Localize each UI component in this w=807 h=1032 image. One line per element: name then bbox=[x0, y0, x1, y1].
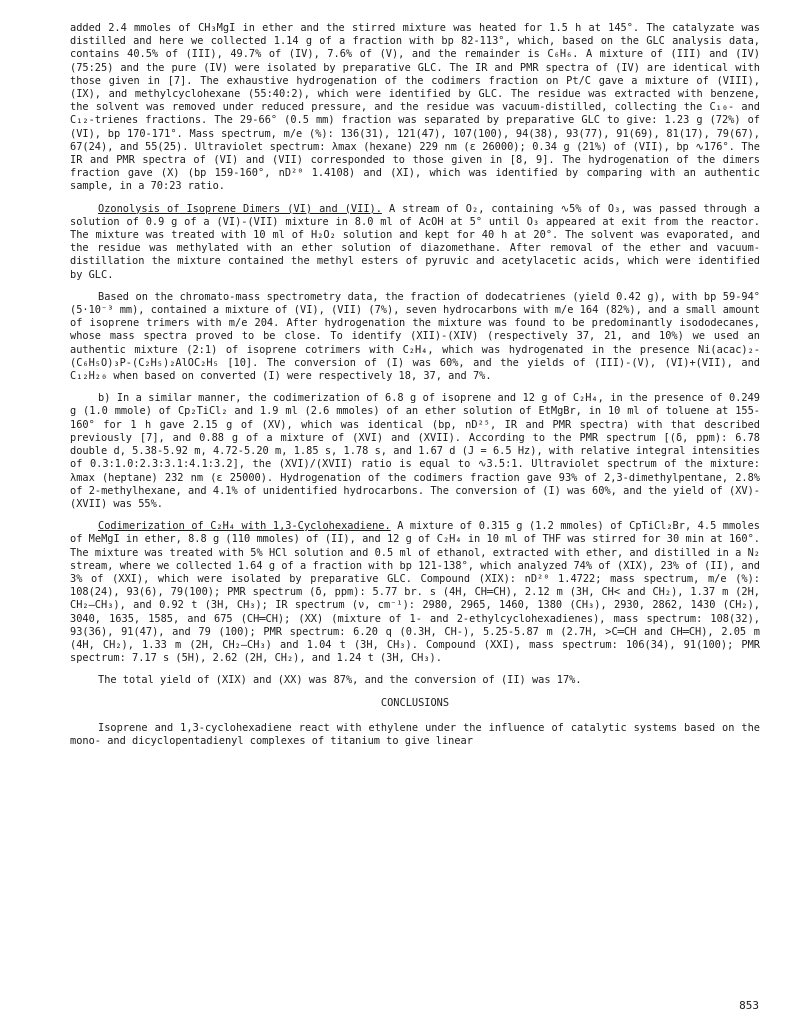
paragraph-cyclohexadiene bbox=[70, 520, 760, 665]
section-title-codimerization: Codimerization of C₂H₄ with 1,3-Cyclohexadiene. bbox=[98, 520, 391, 533]
paragraph-experimental-continued: added 2.4 mmoles of CH₃MgI in ether and the stirred mixture was heated for 1.5 h at 145°. The catalyzate was distilled and here we collected 1.14 g of a fraction with bp 82-113°, which, based on the GLC analysis data, contains 40.5% of (III), 49.7% of (IV), 7.6% of (V), and the remainder is C₆H₆. A mixture of (III) and (IV) (75:25) and the pure (IV) were isolated by preparative GLC. The IR and PMR spectra of (IV) are identical with those given in [7]. The exhaustive hydrogenation of the codimers fraction on Pt/C gave a mixture of (VIII), (IX), and methylcyclohexane (55:40:2), which were identified by GLC. The residue was extracted with benzene, the solvent was removed under reduced pressure, and the residue was vacuum-distilled, collecting the C₁₀- and C₁₂-trienes fractions. The 29-66° (0.5 mm) fraction was separated by preparative GLC to give: 1.23 g (72%) of (VI), bp 170-171°. Mass spectrum, m/e (%): 136(31), 121(47), 107(100), 94(38), 93(77), 91(69), 81(17), 79(67), 67(24), and 55(25). Ultraviolet spectrum: λmax (hexane) 229 nm (ε 26000); 0.34 g (21%) of (VII), bp ∿176°. The IR and PMR spectra of (VI) and (VII) corresponded to those given in [8, 9]. The hydrogenation of the dimers fraction gave (X) (bp 159-160°, nD²⁰ 1.4108) and (XI), which was identified by comparing with an authentic sample, in a 70:23 ratio. bbox=[70, 22, 760, 193]
codimerization-text: A mixture of 0.315 g (1.2 mmoles) of CpTiCl₂Br, 4.5 mmoles of MeMgI in ether, 8.8 g (110 mmoles) of (II), and 12 g of C₂H₄ in 10 ml of THF was stirred for 30 min at 160°. The mixture was treated with 5% HCl solution and 0.5 ml of ethanol, extracted with ether, and distilled in a N₂ stream, where we collected 1.64 g of a fraction with bp 121-138°, which analyzed 74% of (XIX), 23% of (II), and 3% of (XXI), which were isolated by preparative GLC. Compound (XIX): nD²⁰ 1.4722; mass spectrum, m/e (%): 108(24), 93(6), 79(100); PMR spectrum (δ, ppm): 5.77 br. s (4H, CH═CH), 2.12 m (3H, CH< and CH₂), 1.37 m (2H, CH₂—CH₃), and 0.92 t (3H, CH₃); IR spectrum (ν, cm⁻¹): 2980, 2965, 1460, 1380 (CH₃), 2930, 2862, 1430 (CH₂), 3040, 1635, 1585, and 675 (CH═CH); (XX) (mixture of 1- and 2-ethylcyclohexadienes), mass spectrum: 108(32), 93(36), 91(47), and 79 (100); PMR spectrum: 6.20 q (0.3H, CH-), 5.25-5.87 m (2.7H, >C═CH and CH═CH), 2.05 m (4H, CH₂), 1.33 m (2H, CH₂—CH₃) and 1.04 t (3H, CH₃). Compound (XXI), mass spectrum: 106(34), 91(100); PMR spectrum: 7.17 s (5H), 2.62 (2H, CH₂), and 1.24 t (3H, CH₃). bbox=[70, 520, 760, 665]
ozonolysis-text: A stream of O₂, containing ∿5% of O₃, was passed through a solution of 0.9 g of a (VI)-(VII) mixture in 8.0 ml of AcOH at 5° until O₃ appeared at exit from the reactor. The mixture was treated with 10 ml of H₂O₂ solution and kept for 40 h at 20°. The solvent was evaporated, and the residue was methylated with an ether solution of diazomethane. After removal of the ether and vacuum-distillation the mixture contained the methyl esters of pyruvic and acetylacetic acids, which were identified by GLC. bbox=[70, 202, 761, 281]
paragraph-conclusions: Isoprene and 1,3-cyclohexadiene react with ethylene under the influence of catalytic systems based on the mono- and dicyclopentadienyl complexes of titanium to give linear bbox=[70, 721, 760, 747]
paragraph-total-yield: The total yield of (XIX) and (XX) was 87%, and the conversion of (II) was 17%. bbox=[98, 674, 582, 687]
page-number: 853 bbox=[739, 999, 759, 1012]
paragraph-codimerization-b: b) In a similar manner, the codimerization of 6.8 g of isoprene and 12 g of C₂H₄, in the presence of 0.249 g (1.0 mmole) of Cp₂TiCl₂ and 1.9 ml (2.6 mmoles) of an ether solution of EtMgBr, in 10 ml of toluene at 155-160° for 1 h gave 2.15 g of (XV), which was identical (bp, nD²⁵, IR and PMR spectra) with that described previously [7], and 0.88 g of a mixture of (XVI) and (XVII). According to the PMR spectrum [(δ, ppm): 6.78 double d, 5.38-5.92 m, 4.72-5.20 m, 1.85 s, 1.78 s, and 1.67 d (J = 6.5 Hz), with relative integral intensities of 0.3:1.0:2.3:3.1:4.1:3.2], the (XVI)/(XVII) ratio is equal to ∿3.5:1. Ultraviolet spectrum of the mixture: λmax (heptane) 232 nm (ε 25000). Hydrogenation of the codimers fraction gave 93% of 2,3-dimethylpentane, 2.8% of 2-methylhexane, and 4.1% of unidentified hydrocarbons. The conversion of (I) was 60%, and the yield of (XV)-(XVII) was 55%. bbox=[70, 392, 760, 510]
paragraph-ozonolysis bbox=[70, 203, 760, 282]
paragraph-dodecatrienes: Based on the chromato-mass spectrometry data, the fraction of dodecatrienes (yield 0.42 g), with bp 59-94° (5·10⁻³ mm), contained a mixture of (VI), (VII) (7%), seven hydrocarbons with m/e 164 (82%), and a small amount of isoprene trimers with m/e 204. After hydrogenation the mixture was found to be predominantly isododecanes, whose mass spectra proved to be close. To identify (XII)-(XIV) (respectively 37, 21, and 10%) we used an authentic mixture (2:1) of isoprene cotrimers with C₂H₄, which was hydrogenated in the presence Ni(acac)₂-(C₆H₅O)₃P-(C₂H₅)₂AlOC₂H₅ [10]. The conversion of (I) was 60%, and the yields of (III)-(V), (VI)+(VII), and C₁₂H₂₀ when based on converted (I) were respectively 18, 37, and 7%. bbox=[70, 290, 760, 383]
section-title-ozonolysis: Ozonolysis of Isoprene Dimers (VI) and (VII). bbox=[98, 202, 382, 215]
document-body bbox=[70, 22, 760, 757]
conclusions-heading: CONCLUSIONS bbox=[380, 696, 450, 709]
